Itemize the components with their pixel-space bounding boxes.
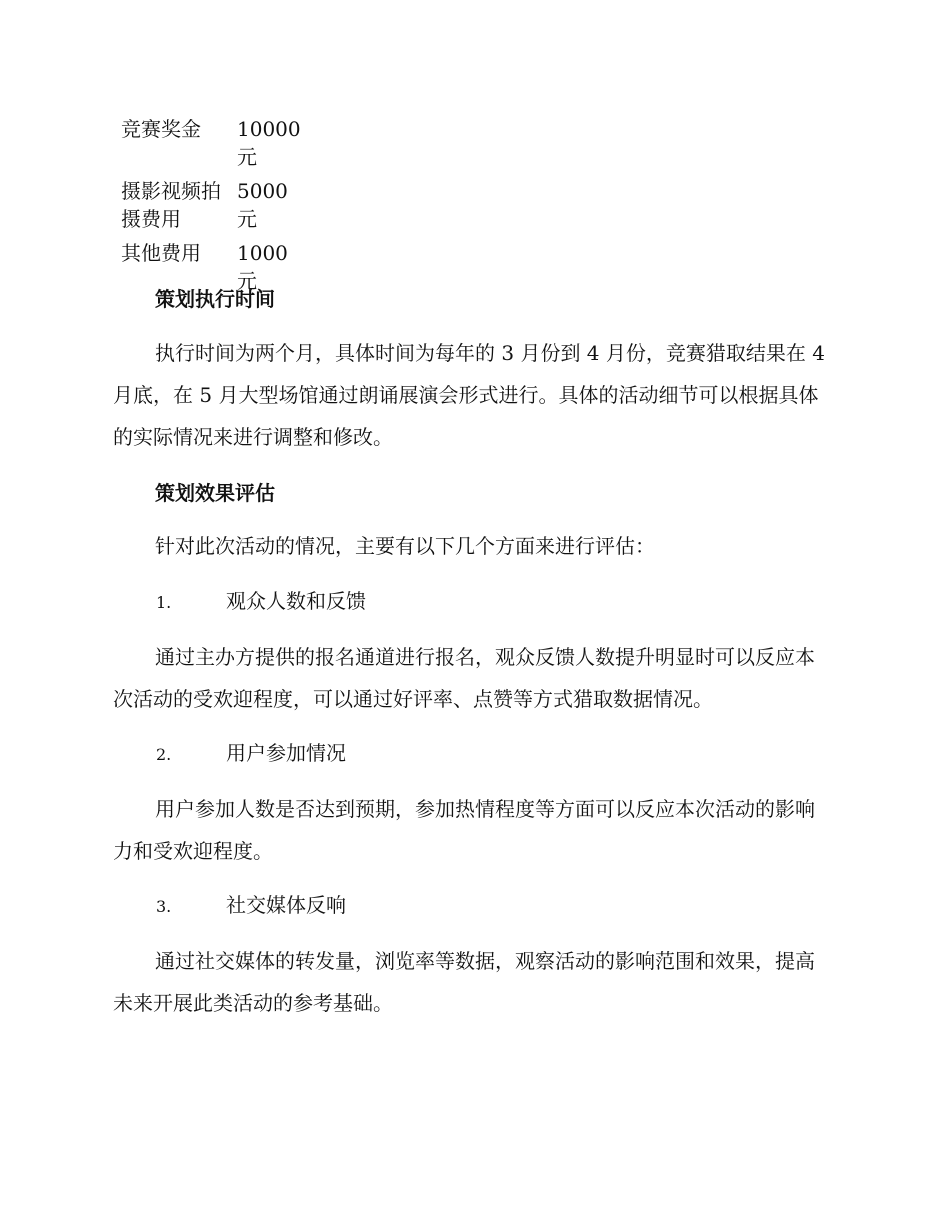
budget-item: 竞赛奖金: [121, 117, 201, 141]
schedule-heading: 策划执行时间: [155, 287, 275, 311]
list-item-body: 通过社交媒体的转发量，浏览率等数据，观察活动的影响范围和效果，提高未来开展此类活动的参考基础。: [113, 949, 815, 1015]
budget-cost: 10000 元: [237, 117, 301, 169]
list-number: 3.: [156, 897, 172, 916]
evaluation-intro: 针对此次活动的情况，主要有以下几个方面来进行评估：: [155, 534, 655, 558]
table-row: [113, 112, 315, 174]
list-item: [156, 732, 346, 776]
budget-cost: 5000 元: [237, 179, 288, 231]
list-title: 社交媒体反响: [226, 893, 346, 917]
budget-table: [113, 112, 315, 298]
budget-item: 其他费用: [121, 241, 201, 265]
list-number: 1.: [156, 593, 172, 612]
table-row: [113, 174, 315, 236]
budget-cost: 1000 元: [237, 241, 288, 293]
list-title: 观众人数和反馈: [226, 589, 366, 613]
evaluation-heading: 策划效果评估: [155, 481, 275, 505]
list-item-body: 用户参加人数是否达到预期，参加热情程度等方面可以反应本次活动的影响力和受欢迎程度。: [113, 797, 815, 863]
list-item: [156, 580, 366, 624]
list-number: 2.: [156, 745, 172, 764]
list-item: [156, 884, 346, 928]
schedule-paragraph: 执行时间为两个月，具体时间为每年的 3 月份到 4 月份，竞赛猎取结果在 4 月底，在 5 月大型场馆通过朗诵展演会形式进行。具体的活动细节可以根据具体的实际情况来进行调整和修改。: [113, 341, 825, 449]
list-title: 用户参加情况: [226, 741, 346, 765]
budget-item: 摄影视频拍摄费用: [121, 179, 221, 231]
list-item-body: 通过主办方提供的报名通道进行报名，观众反馈人数提升明显时可以反应本次活动的受欢迎程度，可以通过好评率、点赞等方式猎取数据情况。: [113, 645, 815, 711]
